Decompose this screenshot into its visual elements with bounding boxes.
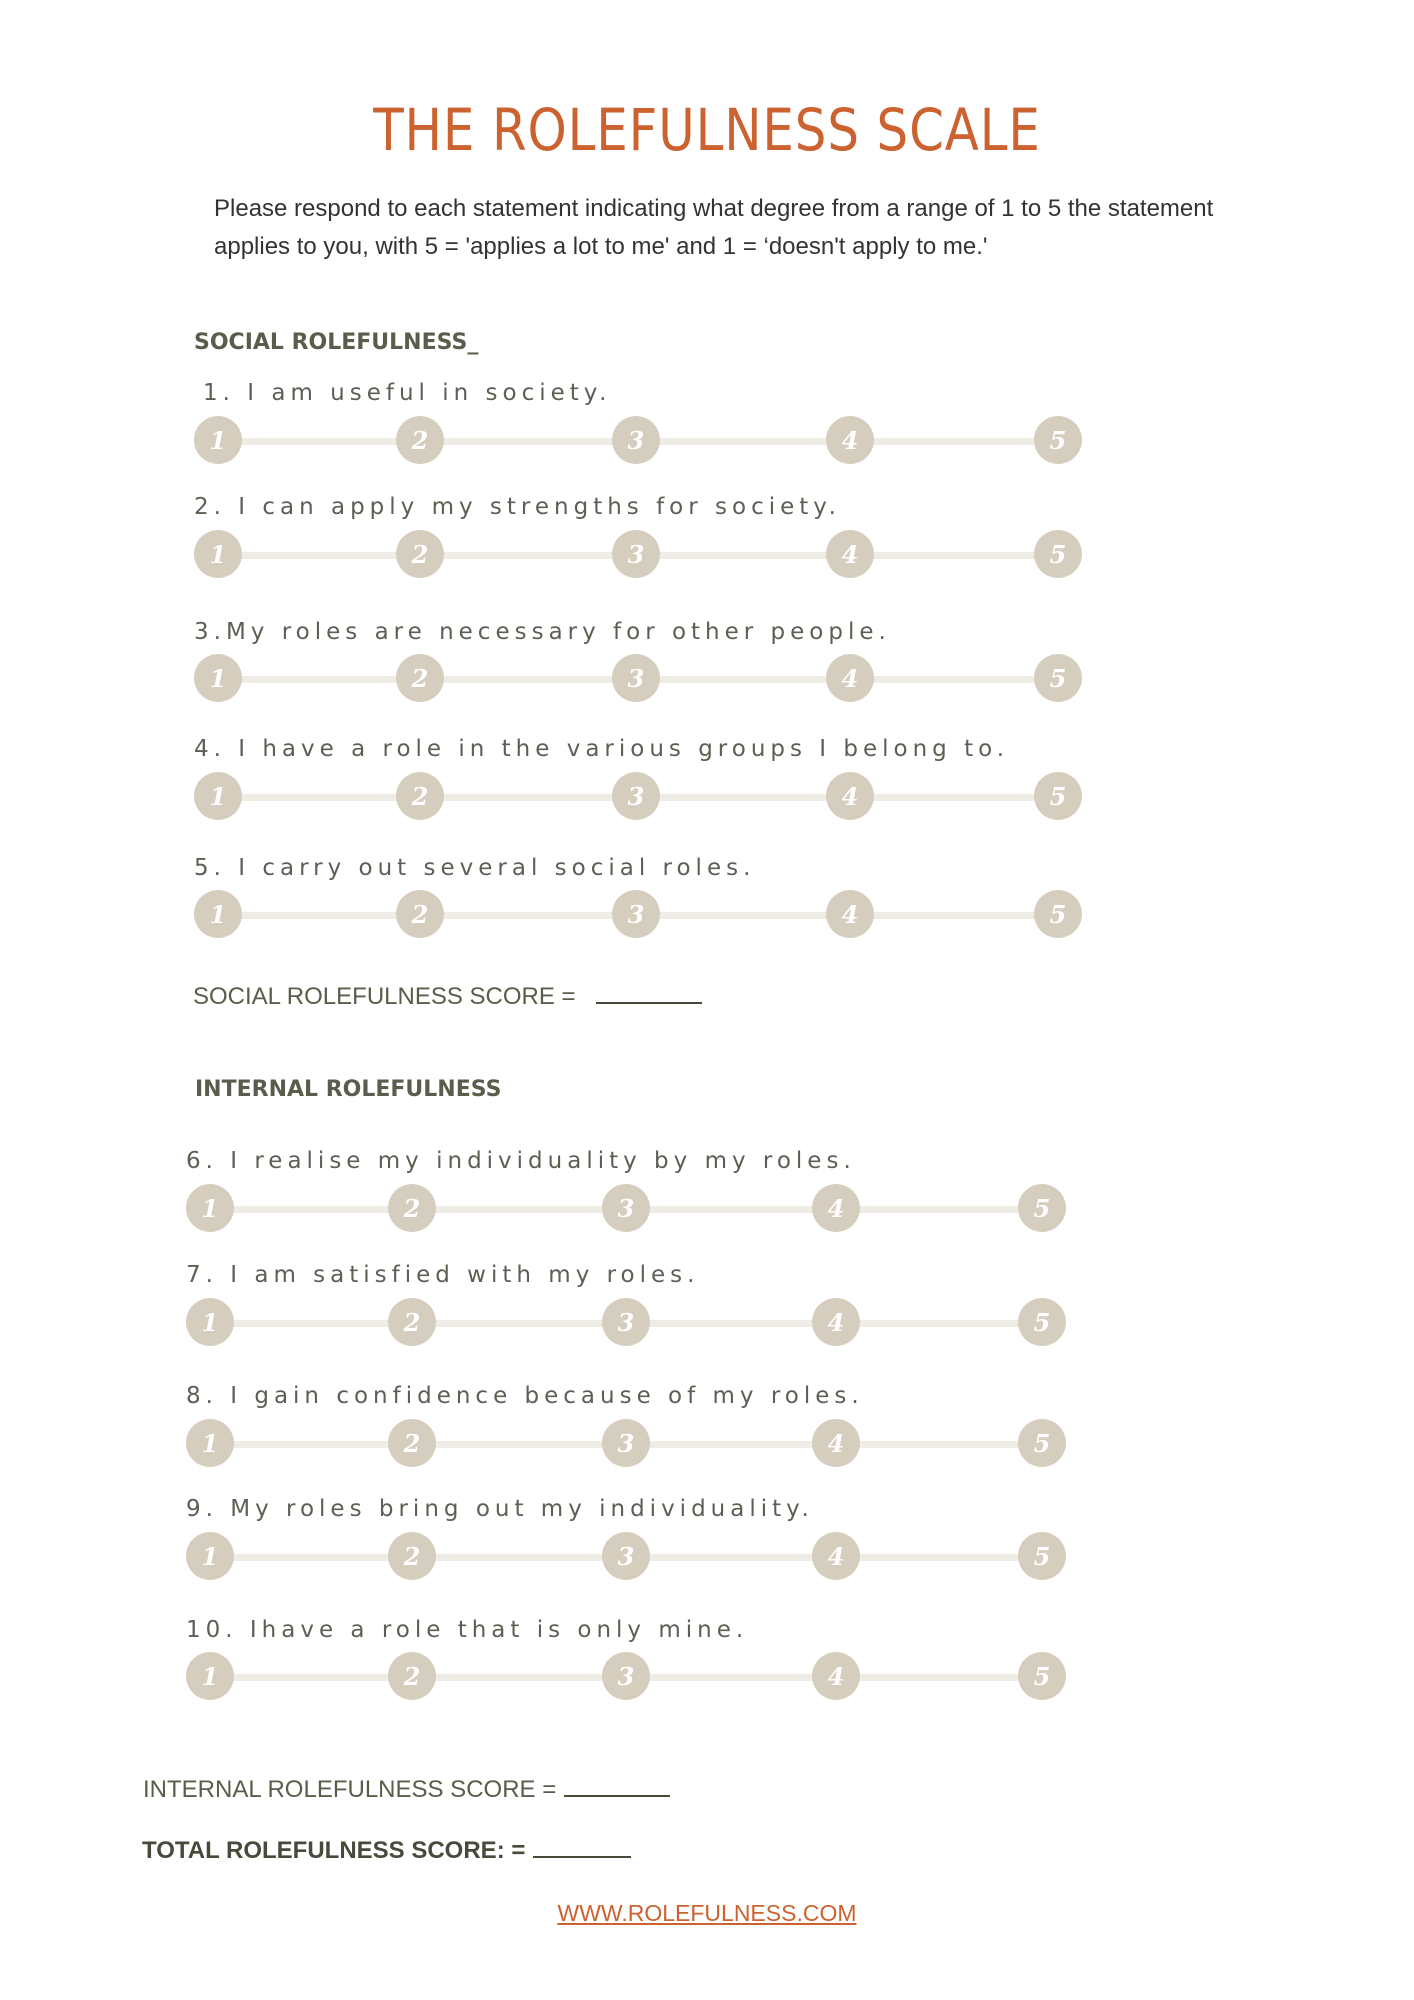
rating-option-4[interactable]: 4	[826, 654, 874, 702]
rating-option-4[interactable]: 4	[826, 530, 874, 578]
rating-option-4[interactable]: 4	[812, 1184, 860, 1232]
question-6: 6. I realise my individuality by my roles.	[186, 1148, 856, 1174]
rating-scale-q10	[186, 1652, 1066, 1702]
rating-option-3[interactable]: 3	[612, 416, 660, 464]
question-9: 9. My roles bring out my individuality.	[186, 1496, 814, 1522]
rating-option-1[interactable]: 1	[186, 1652, 234, 1700]
internal-score-label: INTERNAL ROLEFULNESS SCORE =	[143, 1776, 557, 1803]
question-1: 1. I am useful in society.	[203, 380, 612, 406]
rating-option-5[interactable]: 5	[1034, 416, 1082, 464]
rating-option-5[interactable]: 5	[1034, 890, 1082, 938]
rating-option-3[interactable]: 3	[612, 772, 660, 820]
rating-option-5[interactable]: 5	[1034, 530, 1082, 578]
page-title: THE ROLEFULNESS SCALE	[373, 96, 1041, 164]
rating-option-2[interactable]: 2	[388, 1532, 436, 1580]
question-5: 5. I carry out several social roles.	[194, 855, 756, 881]
rating-option-5[interactable]: 5	[1034, 654, 1082, 702]
social-score-line	[193, 980, 702, 1011]
rating-option-4[interactable]: 4	[812, 1419, 860, 1467]
rating-option-3[interactable]: 3	[602, 1419, 650, 1467]
rating-option-2[interactable]: 2	[388, 1419, 436, 1467]
rating-option-4[interactable]: 4	[812, 1298, 860, 1346]
rating-option-5[interactable]: 5	[1018, 1184, 1066, 1232]
rating-option-3[interactable]: 3	[612, 654, 660, 702]
social-section-heading: SOCIAL ROLEFULNESS_	[194, 330, 479, 355]
rating-option-5[interactable]: 5	[1018, 1532, 1066, 1580]
rating-scale-q8	[186, 1419, 1066, 1469]
rating-option-3[interactable]: 3	[602, 1532, 650, 1580]
rating-option-1[interactable]: 1	[194, 416, 242, 464]
rating-option-2[interactable]: 2	[396, 654, 444, 702]
website-link[interactable]: WWW.ROLEFULNESS.COM	[557, 1900, 857, 1926]
rating-option-4[interactable]: 4	[826, 416, 874, 464]
rating-option-3[interactable]: 3	[602, 1298, 650, 1346]
rating-option-1[interactable]: 1	[186, 1419, 234, 1467]
rating-scale-q4	[194, 772, 1082, 822]
rating-option-2[interactable]: 2	[396, 416, 444, 464]
rating-option-5[interactable]: 5	[1018, 1419, 1066, 1467]
rating-option-3[interactable]: 3	[602, 1184, 650, 1232]
rating-option-1[interactable]: 1	[194, 654, 242, 702]
rating-option-3[interactable]: 3	[602, 1652, 650, 1700]
total-score-line	[142, 1834, 631, 1865]
internal-score-line	[143, 1773, 670, 1804]
total-score-label: TOTAL ROLEFULNESS SCORE: =	[142, 1837, 526, 1864]
rating-option-1[interactable]: 1	[186, 1298, 234, 1346]
internal-section-heading: INTERNAL ROLEFULNESS	[195, 1077, 502, 1102]
rating-option-1[interactable]: 1	[186, 1184, 234, 1232]
social-score-label: SOCIAL ROLEFULNESS SCORE =	[193, 983, 576, 1010]
rating-option-1[interactable]: 1	[186, 1532, 234, 1580]
question-4: 4. I have a role in the various groups I belong to.	[194, 736, 1010, 762]
instructions: Please respond to each statement indicating what degree from a range of 1 to 5 the statement applies to you, with 5 = 'applies a lot to me' and 1 = ‘doesn't apply to me.'	[214, 195, 1214, 260]
rating-scale-q9	[186, 1532, 1066, 1582]
rating-option-5[interactable]: 5	[1018, 1652, 1066, 1700]
rating-option-2[interactable]: 2	[388, 1298, 436, 1346]
internal-score-blank[interactable]	[564, 1773, 670, 1797]
rating-option-2[interactable]: 2	[396, 772, 444, 820]
rating-option-2[interactable]: 2	[388, 1652, 436, 1700]
rating-option-1[interactable]: 1	[194, 890, 242, 938]
social-score-blank[interactable]	[596, 980, 702, 1004]
rating-option-5[interactable]: 5	[1034, 772, 1082, 820]
question-2: 2. I can apply my strengths for society.	[194, 494, 841, 520]
rating-option-4[interactable]: 4	[812, 1532, 860, 1580]
rating-option-5[interactable]: 5	[1018, 1298, 1066, 1346]
rating-option-2[interactable]: 2	[388, 1184, 436, 1232]
question-7: 7. I am satisfied with my roles.	[186, 1262, 700, 1288]
question-3: 3.My roles are necessary for other people.	[194, 619, 891, 645]
question-8: 8. I gain confidence because of my roles.	[186, 1383, 864, 1409]
rating-scale-q6	[186, 1184, 1066, 1234]
rating-scale-q7	[186, 1298, 1066, 1348]
rating-scale-q1	[194, 416, 1082, 466]
rating-option-3[interactable]: 3	[612, 890, 660, 938]
rating-option-4[interactable]: 4	[812, 1652, 860, 1700]
rating-scale-q3	[194, 654, 1082, 704]
rating-option-2[interactable]: 2	[396, 530, 444, 578]
website-link-container	[0, 1900, 1414, 1927]
rating-option-4[interactable]: 4	[826, 772, 874, 820]
rating-scale-q2	[194, 530, 1082, 580]
rating-option-2[interactable]: 2	[396, 890, 444, 938]
total-score-blank[interactable]	[533, 1834, 631, 1858]
rating-option-1[interactable]: 1	[194, 530, 242, 578]
rating-option-3[interactable]: 3	[612, 530, 660, 578]
question-10: 10. Ihave a role that is only mine.	[186, 1617, 749, 1643]
rating-scale-q5	[194, 890, 1082, 940]
rating-option-4[interactable]: 4	[826, 890, 874, 938]
rating-option-1[interactable]: 1	[194, 772, 242, 820]
